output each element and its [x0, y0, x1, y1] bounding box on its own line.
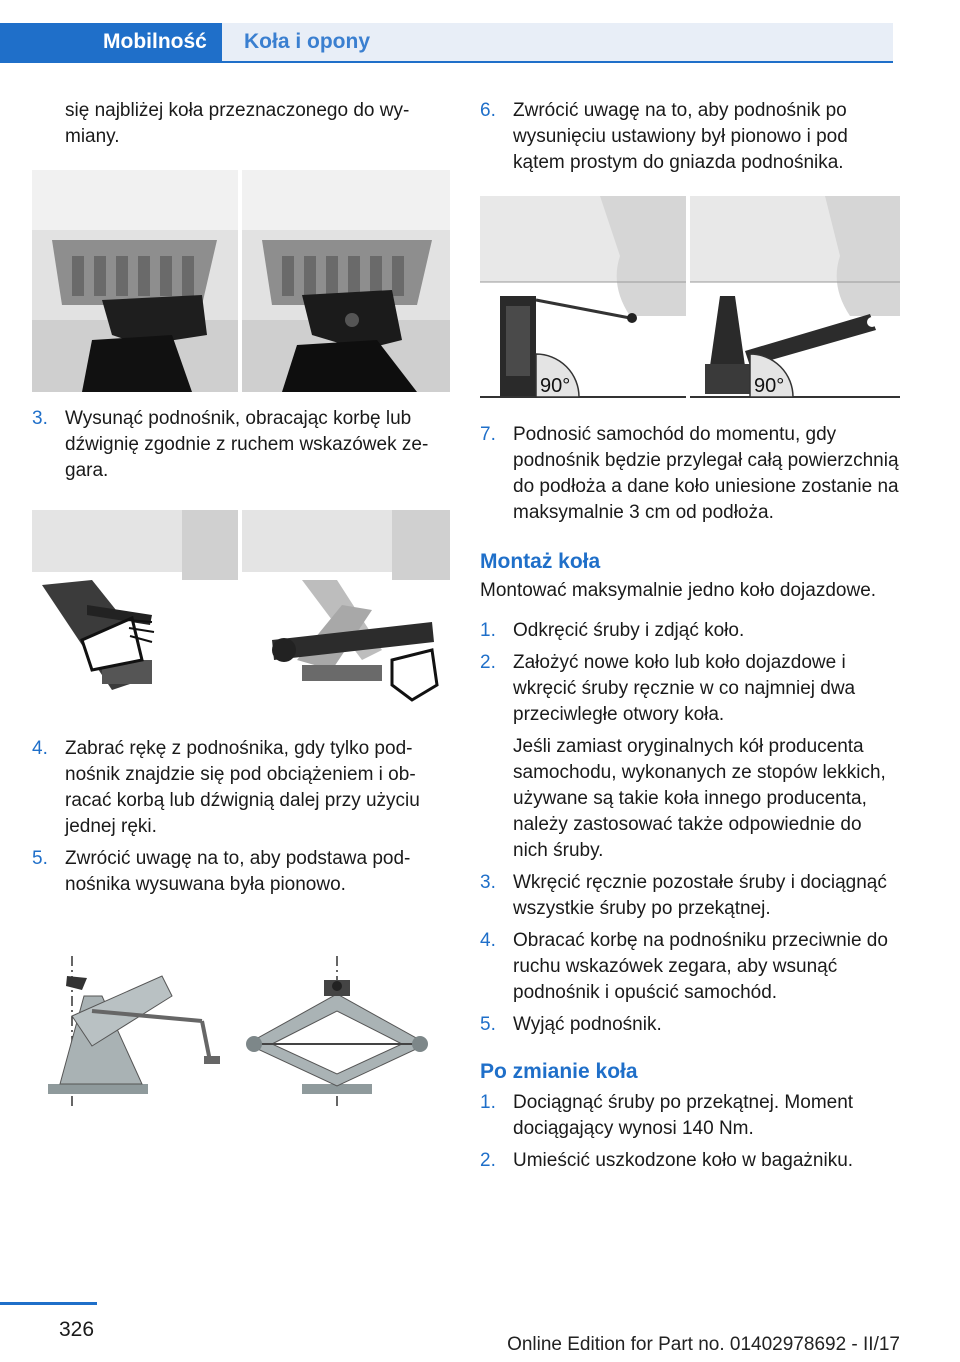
step-text: Zabrać rękę z podnośnika, gdy tylko podnośnik znajdzie się pod obciążeniem i obracać korbą lub dźwignią dalej przy użyciu jednej ręki.: [65, 738, 420, 837]
steps-list-b: [32, 736, 450, 898]
list-item: [480, 1012, 900, 1038]
step-text: Założyć nowe koło lub koło dojazdowe i wkręcić śruby ręcznie w co najmniej dwa przeciwległe otwory koła.: [513, 652, 856, 725]
jack-placement-photo-right: [242, 170, 450, 392]
step-number: 5.: [480, 1014, 496, 1035]
step-text: Podnosić samochód do momentu, gdy podnośnik będzie przylegał całą powierzchnią do podłoża a dane koło uniesione zostanie na maksymalnie 3 cm od podłoża.: [513, 424, 899, 523]
list-item: [480, 618, 900, 644]
step-number: 3.: [480, 872, 496, 893]
step-number: 1.: [480, 1092, 496, 1113]
list-item: [32, 736, 450, 840]
step-number: 4.: [480, 930, 496, 951]
step-text: Zwrócić uwagę na to, aby podnośnik po wysunięciu ustawiony był pionowo i pod kątem prostym do gniazda podnośnika.: [513, 100, 848, 173]
edition-text: Online Edition for Part no. 01402978692 - II/17: [507, 1334, 900, 1355]
step-text: Wkręcić ręcznie pozostałe śruby i dociągnąć wszystkie śruby po przekątnej.: [513, 872, 887, 919]
step-number: 6.: [480, 100, 496, 121]
list-item: [480, 650, 900, 728]
step-text: Dociągnąć śruby po przekątnej. Moment dociągający wynosi 140 Nm.: [513, 1092, 854, 1139]
list-item: [32, 406, 450, 484]
step-text: Wyjąć podnośnik.: [513, 1014, 662, 1035]
page-header: [0, 0, 960, 64]
jack-placement-photo-left: [32, 170, 238, 392]
step-text: Obracać korbę na podnośniku przeciwnie do ruchu wskazówek zegara, aby wsunąć podnośnik i opuścić samochód.: [513, 930, 888, 1003]
step-number: 2.: [480, 652, 496, 673]
step-number: 4.: [32, 738, 48, 759]
step-number: 5.: [32, 848, 48, 869]
list-item: [480, 1148, 900, 1174]
jack-vertical-diagram: [32, 956, 450, 1106]
section-title-po-zmianie: Po zmianie koła: [480, 1060, 638, 1083]
jack-angle-photo-right: [690, 196, 900, 406]
continuation-text: się najbliżej koła przeznaczonego do wymiany.: [65, 100, 410, 147]
page-number: 326: [59, 1318, 95, 1341]
jack-cranking-photo-left: [32, 510, 238, 710]
step-number: 7.: [480, 424, 496, 445]
list-item: [480, 422, 900, 526]
footer-rule: [0, 1302, 97, 1305]
left-column: [32, 98, 450, 1106]
jack-placement-figure: [32, 170, 450, 392]
step-number: 3.: [32, 408, 48, 429]
jack-angle-figure: [480, 196, 900, 406]
list-item: [480, 1090, 900, 1142]
list-item: [480, 98, 900, 176]
header-underline: [222, 61, 893, 63]
section-title-montaz: Montaż koła: [480, 550, 601, 573]
montaz-intro: Montować maksymalnie jedno koło dojazdowe.: [480, 580, 877, 601]
jack-vertical-svg: [32, 956, 450, 1106]
step-text: Odkręcić śruby i zdjąć koło.: [513, 620, 745, 641]
section-tab: Mobilność: [0, 23, 222, 63]
step-text: Wysunąć podnośnik, obracając korbę lub dźwignię zgodnie z ruchem wskazówek zegara.: [65, 408, 429, 481]
po-zmianie-steps: [480, 1090, 900, 1174]
step-number: 1.: [480, 620, 496, 641]
step-number: 2.: [480, 1150, 496, 1171]
step-text: Zwrócić uwagę na to, aby podstawa podnośnika wysuwana była pionowo.: [65, 848, 411, 895]
angle-label-left: 90°: [540, 375, 571, 397]
jack-cranking-photo-right: [242, 510, 450, 710]
steps-list-a: [32, 406, 450, 484]
montaz-note: Jeśli zamiast oryginalnych kół producenta samochodu, wykonanych ze stopów lekkich, używane są takie koła innego producenta, należy zastosować także odpowiednie do nich śruby.: [513, 736, 886, 861]
jack-cranking-figure: [32, 510, 450, 710]
angle-label-right: 90°: [754, 375, 785, 397]
list-item: [32, 846, 450, 898]
jack-angle-photo-left: [480, 196, 686, 406]
right-column: [480, 98, 900, 1174]
step-text: Umieścić uszkodzone koło w bagażniku.: [513, 1150, 854, 1171]
list-item: [480, 870, 900, 922]
list-item: [480, 928, 900, 1006]
montaz-steps: [480, 618, 900, 1038]
chapter-tab: Koła i opony: [222, 23, 893, 61]
